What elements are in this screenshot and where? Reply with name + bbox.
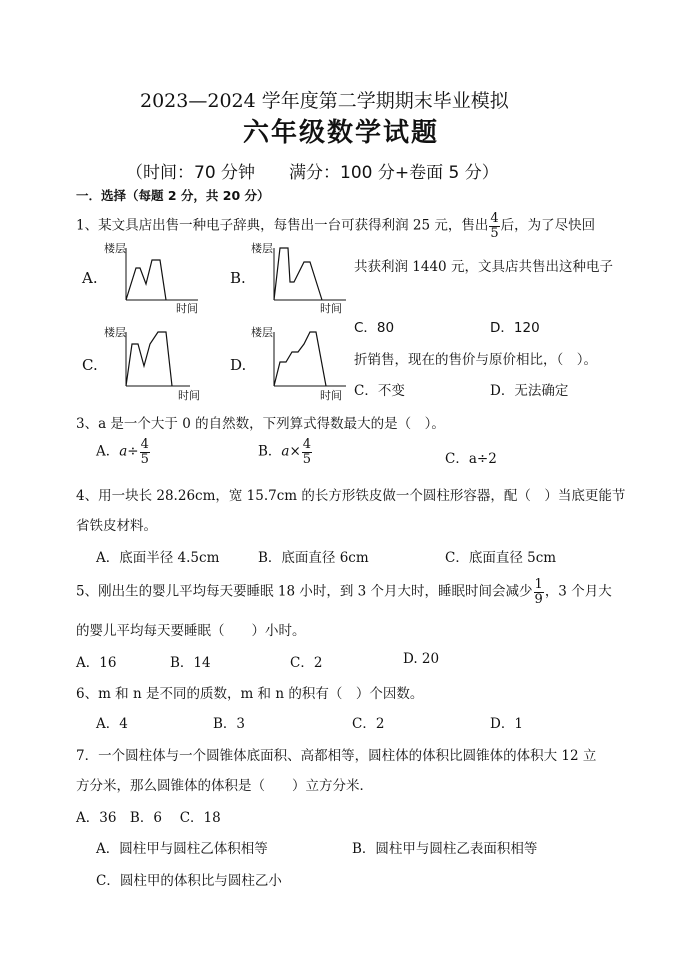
question-7-line-2: 方分米，那么圆锥体的体积是（ ）立方分米． bbox=[76, 778, 373, 794]
graph-b-line bbox=[274, 248, 322, 300]
question-5-line-2: 的婴儿平均每天要睡眠（ ）小时。 bbox=[76, 623, 306, 639]
graph-a-label: A. bbox=[82, 269, 98, 287]
question-1-line-1 bbox=[76, 212, 595, 240]
q3-option-c[interactable]: C．a÷2 bbox=[445, 451, 497, 467]
q6-option-d[interactable]: D．1 bbox=[490, 716, 523, 732]
q3-option-b[interactable] bbox=[258, 438, 313, 466]
q6-option-b[interactable]: B．3 bbox=[213, 716, 246, 732]
exam-header-line: 2023—2024 学年度第二学期期末毕业模拟 bbox=[140, 90, 509, 112]
graph-c-line bbox=[126, 332, 172, 386]
graph-c-label: C. bbox=[82, 356, 98, 374]
q3-option-a-letter: A． bbox=[96, 443, 120, 460]
q5-option-a[interactable]: A．16 bbox=[76, 655, 117, 671]
exam-title: 六年级数学试题 bbox=[243, 118, 440, 148]
graph-a-x-label: 时间 bbox=[176, 302, 198, 315]
q4-option-c[interactable]: C．底面直径 5cm bbox=[445, 550, 557, 566]
question-4-line-2: 省铁皮材料。 bbox=[76, 518, 157, 534]
q4-option-a[interactable]: A．底面半径 4.5cm bbox=[96, 550, 220, 566]
question-7-line-1: 7．一个圆柱体与一个圆锥体底面积、高都相等，圆柱体的体积比圆锥体的体积大 12 立 bbox=[76, 748, 597, 764]
q8-option-b[interactable]: B．圆柱甲与圆柱乙表面积相等 bbox=[352, 841, 538, 857]
q3-option-b-fraction bbox=[302, 438, 312, 466]
graph-d-y-label: 楼层 bbox=[251, 326, 273, 339]
q3-option-a-denominator: 5 bbox=[140, 451, 149, 467]
q5-option-c[interactable]: C．2 bbox=[290, 655, 323, 671]
q8-option-c[interactable]: C．圆柱甲的体积比与圆柱乙小 bbox=[96, 873, 282, 889]
q4-option-b[interactable]: B．底面直径 6cm bbox=[258, 550, 369, 566]
q5-fraction-denominator: 9 bbox=[534, 591, 543, 607]
graph-a-line bbox=[126, 260, 166, 300]
q3-option-b-letter: B． bbox=[258, 443, 282, 460]
q6-option-c[interactable]: C．2 bbox=[352, 716, 385, 732]
q5-option-b[interactable]: B．14 bbox=[170, 655, 211, 671]
q3-option-a[interactable] bbox=[96, 438, 151, 466]
q5-text-before: 5、刚出生的婴儿平均每天要睡眠 18 小时，到 3 个月大时，睡眠时间会减少 bbox=[76, 583, 533, 600]
q3-option-a-fraction bbox=[140, 438, 150, 466]
graph-d-label: D. bbox=[230, 356, 247, 374]
q5-fraction bbox=[534, 578, 544, 606]
q1-text-after: 后，为了尽快回 bbox=[500, 217, 596, 234]
question-1-line-2: 共获利润 1440 元，文具店共售出这种电子 bbox=[354, 259, 613, 275]
q1-fraction bbox=[489, 212, 499, 240]
q8-option-a[interactable]: A．圆柱甲与圆柱乙体积相等 bbox=[96, 841, 268, 857]
graph-b-label: B. bbox=[230, 269, 246, 287]
question-4-line-1: 4、用一块长 28.26cm，宽 15.7cm 的长方形铁皮做一个圆柱形容器，配（ ）当底更能节 bbox=[76, 488, 626, 504]
q7-options[interactable]: A．36 B．6 C．18 bbox=[76, 810, 221, 826]
q3-option-b-numerator: 4 bbox=[302, 437, 312, 452]
exam-subtitle: （时间：70 分钟 满分：100 分+卷面 5 分） bbox=[126, 163, 499, 183]
q1-fraction-denominator: 5 bbox=[490, 225, 499, 241]
graph-d-x-label: 时间 bbox=[320, 389, 342, 402]
graph-a-y-label: 楼层 bbox=[104, 242, 126, 255]
graph-d-line bbox=[274, 332, 326, 386]
q3-option-b-expr: a× bbox=[281, 443, 301, 460]
question-6: 6、m 和 n 是不同的质数，m 和 n 的积有（ ）个因数。 bbox=[76, 686, 424, 702]
q1-option-d[interactable]: D．120 bbox=[490, 320, 540, 336]
graph-c-y-label: 楼层 bbox=[104, 326, 126, 339]
q1-option-c2[interactable]: C．不变 bbox=[354, 383, 405, 399]
q1-option-d2[interactable]: D．无法确定 bbox=[490, 383, 569, 399]
q1-text-before: 1、某文具店出售一种电子辞典，每售出一台可获得利润 25 元，售出 bbox=[76, 217, 489, 234]
q1-fraction-numerator: 4 bbox=[490, 211, 499, 226]
question-3: 3、a 是一个大于 0 的自然数，下列算式得数最大的是（ ）。 bbox=[76, 416, 445, 432]
q5-option-d[interactable]: D. 20 bbox=[403, 651, 440, 667]
q6-option-a[interactable]: A．4 bbox=[96, 716, 128, 732]
graph-b-x-label: 时间 bbox=[320, 302, 342, 315]
q3-option-a-expr: a÷ bbox=[119, 443, 139, 460]
question-5-line-1 bbox=[76, 578, 612, 606]
section-heading: 一．选择（每题 2 分，共 20 分） bbox=[76, 188, 270, 203]
graph-c-x-label: 时间 bbox=[178, 389, 200, 402]
q5-text-after: ，3 个月大 bbox=[544, 583, 612, 600]
q5-fraction-numerator: 1 bbox=[534, 577, 543, 592]
graph-b-y-label: 楼层 bbox=[251, 242, 273, 255]
q3-option-b-denominator: 5 bbox=[302, 451, 312, 467]
q1-option-c[interactable]: C．80 bbox=[354, 320, 395, 336]
q3-option-a-numerator: 4 bbox=[140, 437, 149, 452]
question-1-line-3: 折销售，现在的售价与原价相比，（ ）。 bbox=[354, 352, 597, 368]
